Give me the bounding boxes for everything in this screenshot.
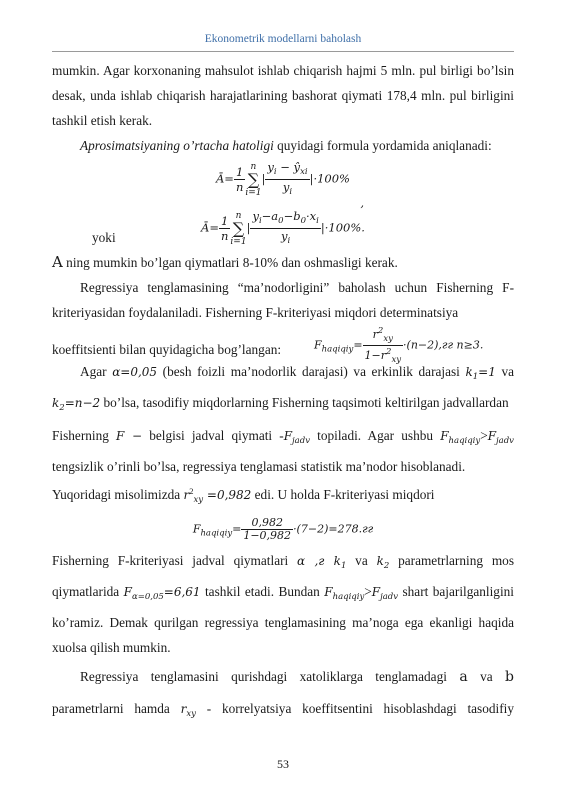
paragraph-3: A ning mumkin bo’lgan qiymatlari 8-10% dan oshmasligi kerak. <box>52 253 398 271</box>
sum-symbol: n ∑ i=1 <box>245 161 262 198</box>
word-yoki: yoki <box>92 230 116 245</box>
paragraph-6: Fisherning F − belgisi jadval qiymati $-F_{jadv}$ topiladi. Agar ushbu $F_{haqiqiy}>F_{jadv}$ <box>52 428 514 446</box>
paragraph-5-cont: $k_2=n-2$ bo’lsa, tasodifiy miqdorlarning Fisherning taqsimoti keltirilgan jadvallardan <box>52 395 509 413</box>
header-divider <box>52 51 514 52</box>
paragraph-5: Agar α=0,05 (besh foizli ma’nodorlik darajasi) va erkinlik darajasi $k_1=1$ va <box>80 364 515 382</box>
paragraph-7: Yuqoridagi misolimizda $r^2_{xy} =0,982$ edi. U holda F-kriteriyasi miqdori <box>52 486 435 505</box>
symbol-a-bar: A <box>52 253 63 271</box>
paragraph-4: Regressiya tenglamasining “ma’nodorligini” baholash uchun Fisherning F-kriteriyasidan foydalaniladi. Fisherning F-kriteriyasi miqdori determinatsiya <box>52 280 514 320</box>
page-body <box>52 58 514 727</box>
paragraph-10: ko’ramiz. Demak qurilgan regressiya tenglamasining ma’noga ega ekanligi haqida xuolsa qilish mumkin. <box>52 615 514 655</box>
formula-fisher-numeric: $F_{haqiqiy}=$ $\frac{0,982}{1-0,982}$ ·(7−2)=278.гг <box>192 516 374 542</box>
paragraph-2: Aprosimatsiyaning o’rtacha hatoligi quyidagi formula yordamida aniqlanadi: <box>80 138 492 153</box>
paragraph-1: mumkin. Agar korxonaning mahsulot ishlab chiqarish hajmi 5 mln. pul birligi bo’lsin desak, unda ishlab chiqarish harajatlarining bashorat qiymati 178,4 mln. pul birligini tashkil etish kerak. <box>52 63 514 128</box>
page-number: 53 <box>277 757 289 771</box>
formula-approximation-error: Ā= $\frac{1}{n}$ n ∑ i=1 | $\frac{y_i - ŷ_{xi}}{y_i}$ |·100% , <box>215 160 364 210</box>
paragraph-12: parametrlarni hamda $r_{xy}$ - korrelyatsiya koeffitsentini hisoblashdagi tasodifiy <box>52 701 514 719</box>
running-header: Ekonometrik modellarni baholash <box>204 33 362 45</box>
paragraph-8: Fisherning F-kriteriyasi jadval qiymatlari α ,г $k_1$ va $k_2$ parametrlarning mos <box>52 553 514 571</box>
paragraph-6-cont: tengsizlik o’rinli bo’lsa, regressiya tenglamasi statistik ma’nodor hisoblanadi. <box>52 459 466 474</box>
paragraph-9: qiymatlarida $F_{\alpha=0,05}=6,61$ tashkil etadi. Bundan $F_{haqiqiy}>F_{jadv}$ shart bajarilganligini <box>52 584 514 602</box>
paragraph-11: Regressiya tenglamasini qurishdagi xatoliklarga tenglamadagi a va b <box>80 669 515 685</box>
paragraph-4-formula-line: koeffitsienti bilan quyidagicha bog’langan: $F_{haqiqiy}=$ $\frac{r^2_{xy}}{1-r^2_{xy}}$ ·(n−2),гг n≥3. <box>52 326 484 365</box>
sum-symbol-2: n ∑ i=1 <box>230 210 247 247</box>
formula-fisher: $F_{haqiqiy}=$ $\frac{r^2_{xy}}{1-r^2_{xy}}$ ·(n−2),гг n≥3. <box>314 326 484 365</box>
term-approximation-error: Aprosimatsiyaning o’rtacha hatoligi <box>80 138 274 153</box>
formula-approximation-error-expanded: yoki Ā= $\frac{1}{n}$ n ∑ i=1 | $\frac{y_i-a_0-b_0\cdot x_i}{y_i}$ |·100%. <box>92 209 365 247</box>
